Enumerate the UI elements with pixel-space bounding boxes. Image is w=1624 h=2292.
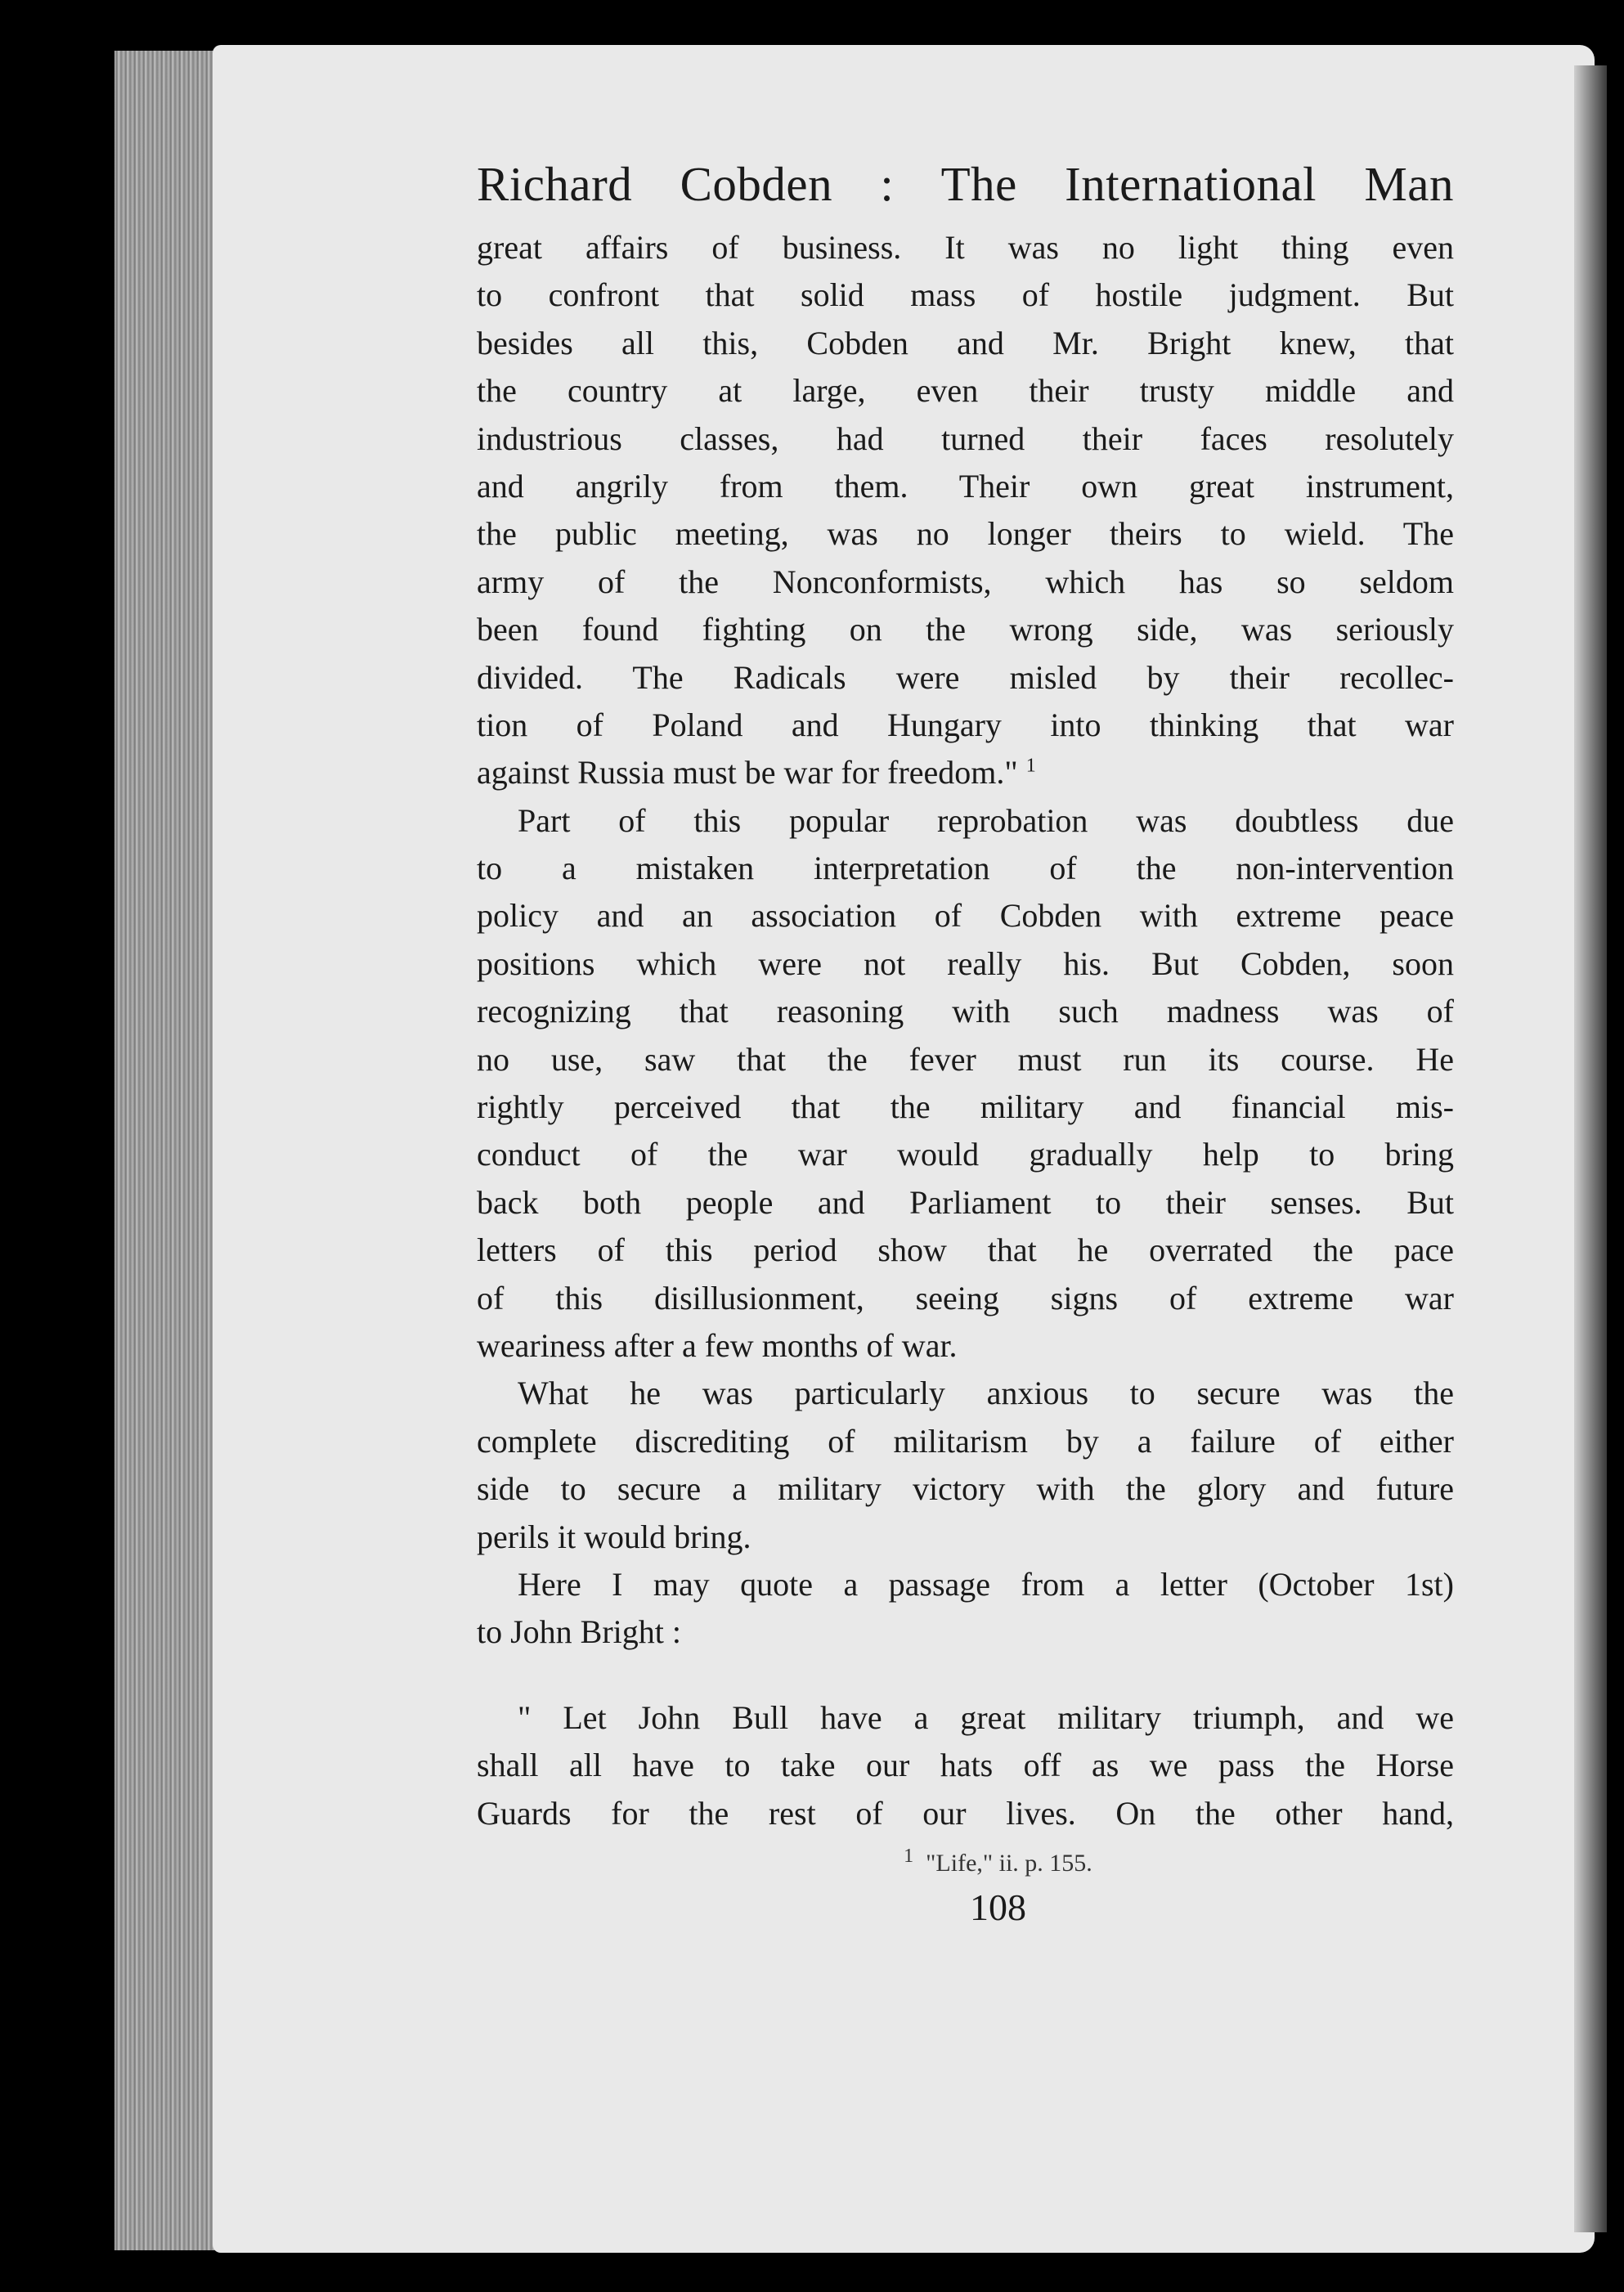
page-number: 108 [970, 1886, 1026, 1928]
paragraph-1 [477, 224, 1454, 797]
text-line: to a mistaken interpretation of the non-intervention [477, 850, 1454, 887]
text-line: divided. The Radicals were misled by their recollec- [477, 658, 1454, 696]
text-line: tion of Poland and Hungary into thinking that war [477, 706, 1454, 743]
text-line: complete discrediting of militarism by a failure of either [477, 1422, 1454, 1460]
text-line: positions which were not really his. But Cobden, soon [477, 944, 1454, 982]
text-line: conduct of the war would gradually help to bring [477, 1136, 1454, 1173]
text-line: " Let John Bull have a great military triumph, and we [518, 1698, 1454, 1736]
text-line: great affairs of business. It was no light thing even [477, 229, 1454, 266]
text-line: been found fighting on the wrong side, was seriously [477, 611, 1454, 648]
text-line: to confront that solid mass of hostile judgment. But [477, 276, 1454, 314]
text-line: policy and an association of Cobden with extreme peace [477, 897, 1454, 935]
text-line: rightly perceived that the military and financial mis- [477, 1088, 1454, 1126]
text-line: perils it would bring. [477, 1518, 751, 1555]
block-quote [477, 1694, 1454, 1837]
text-line: Here I may quote a passage from a letter (October 1st) [518, 1565, 1454, 1603]
text-line: weariness after a few months of war. [477, 1326, 958, 1364]
paragraph-4 [477, 1561, 1454, 1657]
text-line-content: against Russia must be war for freedom." [477, 754, 1018, 792]
text-line [477, 749, 1454, 796]
footnote-marker: 1 [1025, 755, 1036, 777]
text-line: of this disillusionment, seeing signs of extreme war [477, 1279, 1454, 1316]
text-line: industrious classes, had turned their faces resolutely [477, 419, 1454, 457]
text-line: Part of this popular reprobation was doubtless due [518, 801, 1454, 839]
text-line: no use, saw that the fever must run its course. He [477, 1040, 1454, 1078]
page-text-block [477, 155, 1454, 1931]
text-line: the country at large, even their trusty middle and [477, 372, 1454, 410]
text-line: side to secure a military victory with the glory and future [477, 1470, 1454, 1508]
quote-spacer [477, 1657, 1454, 1694]
text-line: the public meeting, was no longer theirs to wield. The [477, 515, 1454, 553]
footnote-text: "Life," ii. p. 155. [926, 1849, 1092, 1877]
text-line: shall all have to take our hats off as we pass the Horse [477, 1747, 1454, 1784]
text-line: and angrily from them. Their own great instrument, [477, 467, 1454, 505]
text-line: to John Bright : [477, 1613, 682, 1651]
paragraph-3 [477, 1370, 1454, 1561]
text-line: army of the Nonconformists, which has so seldom [477, 563, 1454, 600]
page-gutter-shadow [1574, 65, 1607, 2232]
text-line: letters of this period show that he overrated the pace [477, 1231, 1454, 1269]
text-line: back both people and Parliament to their senses. But [477, 1183, 1454, 1221]
text-line: What he was particularly anxious to secure was the [518, 1375, 1454, 1412]
footnote [477, 1846, 1454, 1882]
paragraph-2 [477, 797, 1454, 1370]
text-line: Guards for the rest of our lives. On the other hand, [477, 1794, 1454, 1832]
text-line: recognizing that reasoning with such madness was of [477, 993, 1454, 1030]
footnote-number: 1 [904, 1845, 914, 1867]
running-head: Richard Cobden : The International Man [477, 157, 1454, 211]
text-line: besides all this, Cobden and Mr. Bright knew, that [477, 324, 1454, 361]
